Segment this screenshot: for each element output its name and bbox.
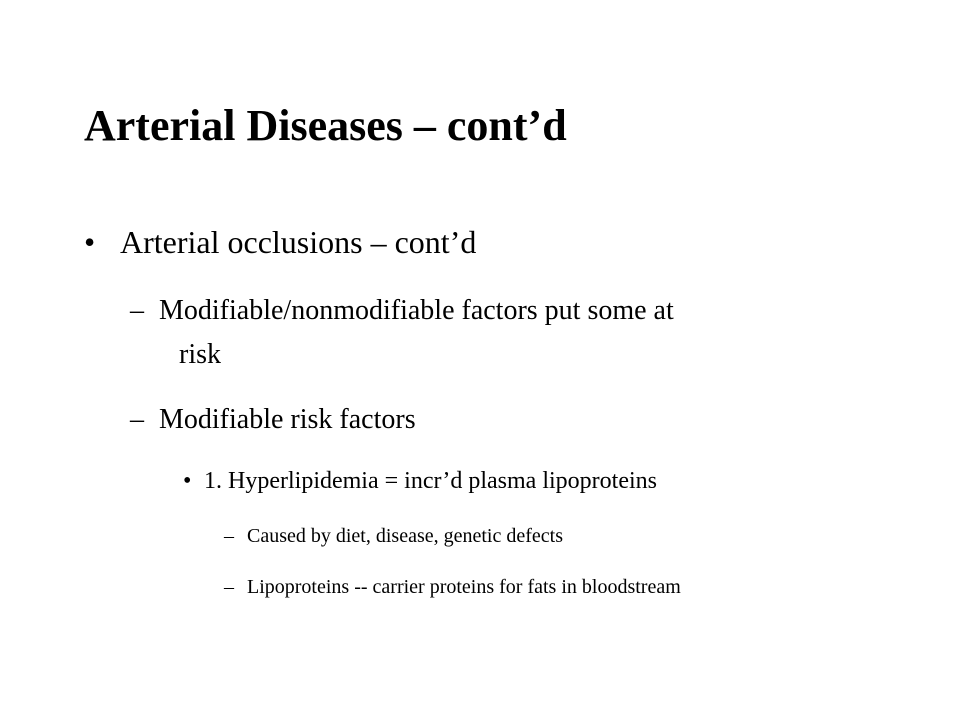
- dash-marker-level2: –: [130, 295, 144, 326]
- dash-marker-level4: –: [224, 576, 234, 598]
- dash-marker-level4: –: [224, 525, 234, 547]
- subbullet-modifiable-nonmodifiable: Modifiable/nonmodifiable factors put some at: [159, 295, 674, 326]
- item-caused-by: Caused by diet, disease, genetic defects: [247, 525, 563, 547]
- subbullet-modifiable-risk-factors: Modifiable risk factors: [159, 404, 416, 435]
- dash-marker-level2: –: [130, 404, 144, 435]
- bullet-marker-level1: •: [84, 224, 96, 260]
- bullet-arterial-occlusions: Arterial occlusions – cont’d: [120, 224, 477, 260]
- item-lipoproteins: Lipoproteins -- carrier proteins for fats in bloodstream: [247, 576, 681, 598]
- subbullet-modifiable-nonmodifiable-continuation: risk: [179, 339, 221, 370]
- item-hyperlipidemia: 1. Hyperlipidemia = incr’d plasma lipoproteins: [204, 468, 657, 494]
- slide-title: Arterial Diseases – cont’d: [84, 101, 567, 150]
- bullet-marker-level3: •: [183, 468, 192, 494]
